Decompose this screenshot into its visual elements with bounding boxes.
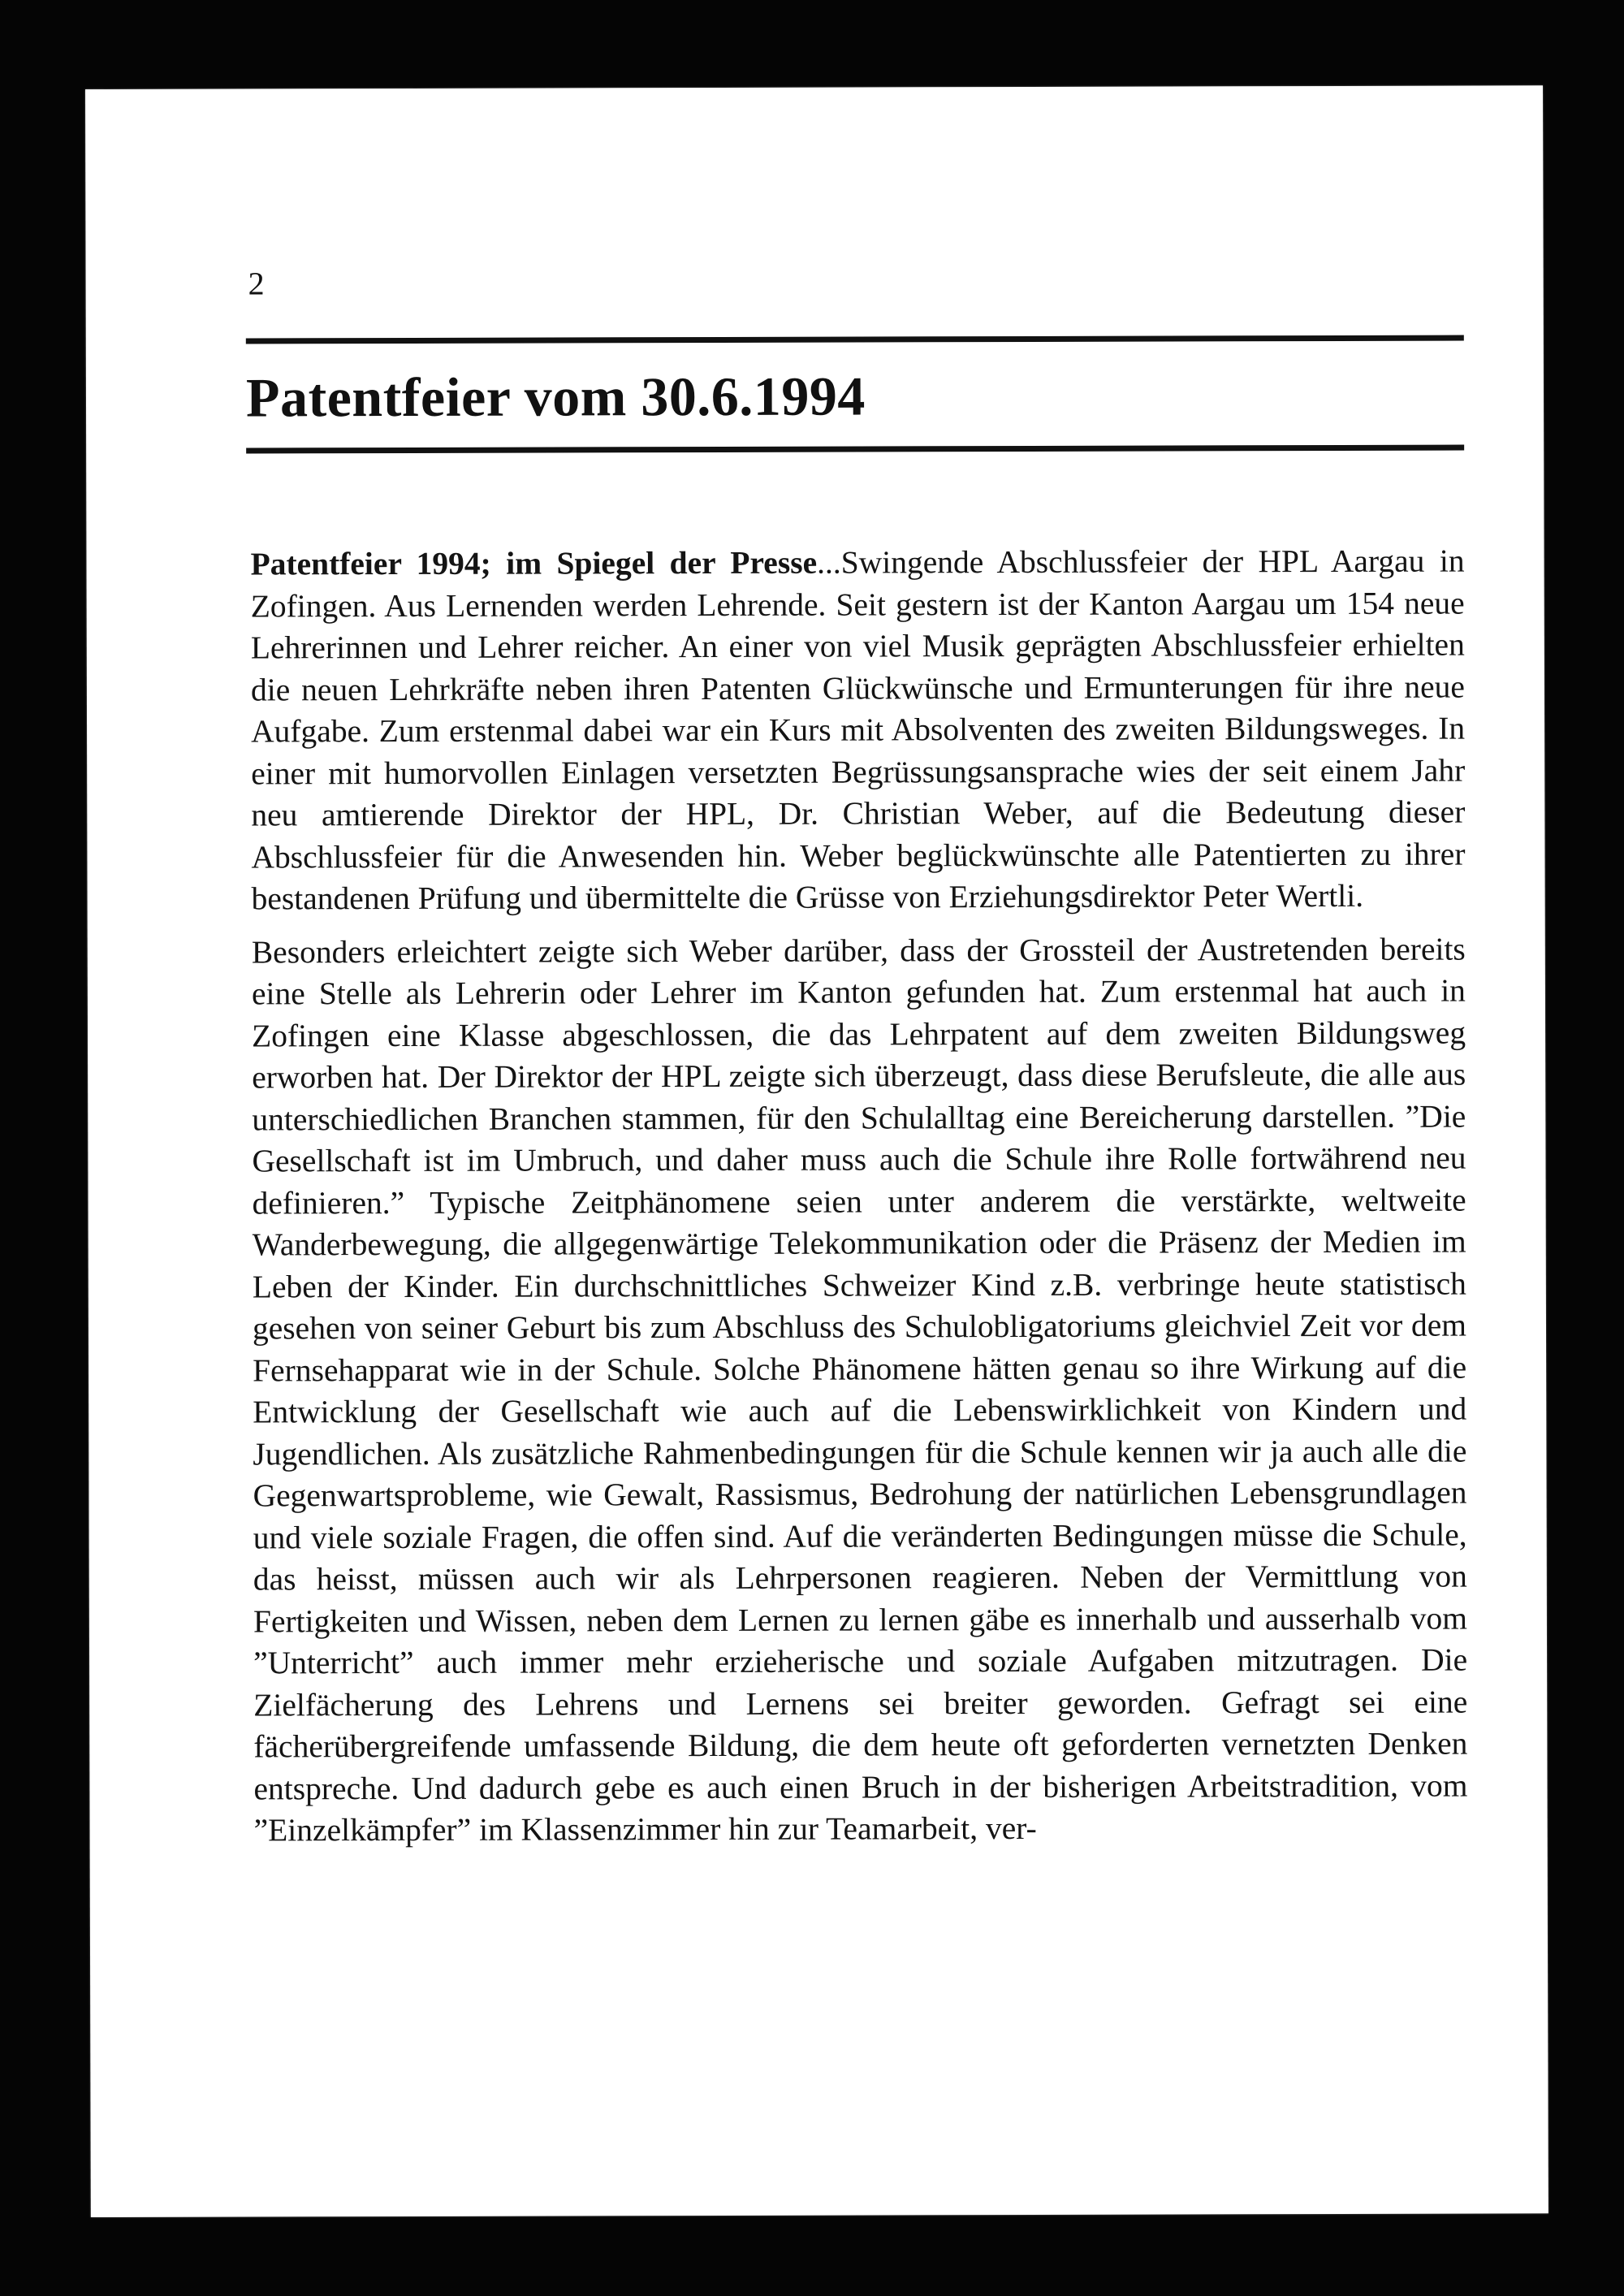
- page-number: 2: [248, 265, 265, 302]
- page-title: Patentfeier vom 30.6.1994: [245, 365, 866, 429]
- paragraph-1: [250, 541, 1465, 920]
- paragraph-2: [252, 928, 1468, 1852]
- article-body: [250, 541, 1467, 1852]
- title-rule-bottom: [246, 445, 1464, 454]
- paragraph-text: Besonders erleichtert zeigte sich Weber darüber, dass der Grossteil der Austretenden bereits eine Stelle als Lehrerin oder Lehrer im Kanton gefunden hat. Zum erstenmal hat auch in Zofingen eine Klasse abgeschlossen, die das Lehrpatent auf dem zweiten Bildungsweg erworben hat. Der Direktor der HPL zeigte sich überzeugt, dass diese Berufsleute, die alle aus unterschiedlichen Branchen stammen, für den Schulalltag eine Bereicherung darstellen. ”Die Gesellschaft ist im Umbruch, und daher muss auch die Schule ihre Rolle fortwährend neu definieren.” Typische Zeitphänomene seien unter anderem die verstärkte, weltweite Wanderbewegung, die allgegenwärtige Telekommunikation oder die Präsenz der Medien im Leben der Kinder. Ein durchschnittliches Schweizer Kind z.B. verbringe heute statistisch gesehen von seiner Geburt bis zum Abschluss des Schulobligatoriums gleichviel Zeit vor dem Fernsehapparat wie in der Schule. Solche Phänomene hätten genau so ihre Wirkung auf die Entwicklung der Gesellschaft wie auch auf die Lebenswirklichkeit von Kindern und Jugendlichen. Als zusätzliche Rahmenbedingungen für die Schule kennen wir ja auch alle die Gegenwartsprobleme, wie Gewalt, Rassismus, Bedrohung der natürlichen Lebensgrundlagen und viele soziale Fragen, die offen sind. Auf die veränderten Bedingungen müsse die Schule, das heisst, müssen auch wir als Lehrpersonen reagieren. Neben der Vermittlung von Fertigkeiten und Wissen, neben dem Lernen zu lernen gäbe es innerhalb und ausserhalb vom ”Unterricht” auch immer mehr erzieherische und soziale Aufgaben mitzutragen. Die Zielfächerung des Lehrens und Lernens sei breiter geworden. Gefragt sei eine fächerübergreifende umfassende Bildung, die dem heute oft geforderten vernetzten Denken entspreche. Und dadurch gebe es auch einen Bruch in der bisherigen Arbeitstradition, vom ”Einzelkämpfer” im Klassenzimmer hin zur Teamarbeit, ver-: [251, 931, 1468, 1848]
- title-rule-top: [246, 335, 1464, 344]
- paragraph-lead: Patentfeier 1994; im Spiegel der Presse: [250, 544, 818, 582]
- document-page: [85, 85, 1548, 2217]
- paragraph-text: ...Swingende Abschlussfeier der HPL Aargau in Zofingen. Aus Lernenden werden Lehrende. Seit gestern ist der Kanton Aargau um 154 neue Lehrerinnen und Lehrer reicher. An einer von viel Musik geprägten Abschlussfeier erhielten die neuen Lehrkräfte neben ihren Patenten Glückwünsche und Ermunterungen für ihre neue Aufgabe. Zum erstenmal dabei war ein Kurs mit Absolventen des zweiten Bildungsweges. In einer mit humorvollen Einlagen versetzten Begrüssungsansprache wies der seit einem Jahr neu amtierende Direktor der HPL, Dr. Christian Weber, auf die Bedeutung dieser Abschlussfeier für die Anwesenden hin. Weber beglückwünschte alle Patentierten zu ihrer bestandenen Prüfung und übermittelte die Grüsse von Erziehungsdirektor Peter Wertli.: [250, 543, 1466, 917]
